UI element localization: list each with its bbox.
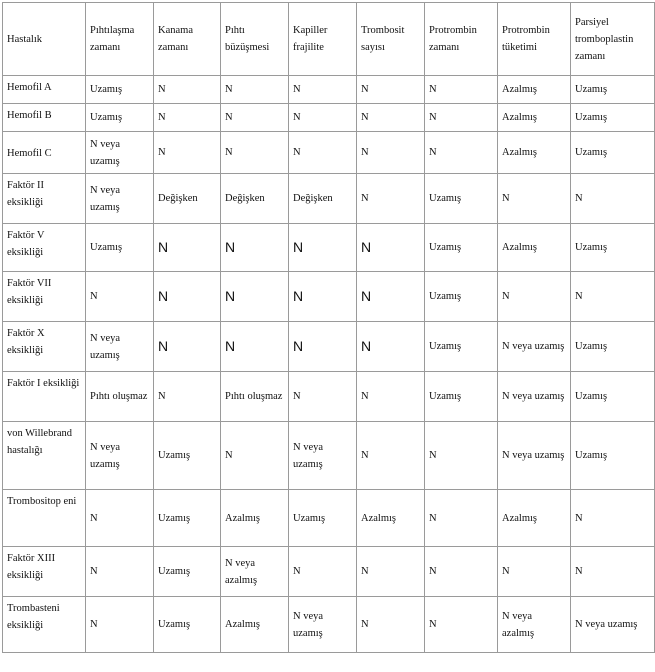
table-cell: N (221, 224, 289, 272)
table-cell: Azalmış (498, 76, 571, 104)
table-cell: Uzamış (86, 104, 154, 132)
table-cell: N (86, 490, 154, 547)
table-cell: N (86, 547, 154, 597)
table-cell: Azalmış (221, 597, 289, 653)
table-cell: N (357, 174, 425, 224)
table-row (3, 76, 655, 104)
table-cell: N veya uzamış (86, 422, 154, 490)
table-cell: N (221, 132, 289, 174)
table-cell: N (357, 132, 425, 174)
table-cell: N (571, 547, 655, 597)
row-label: Trombositop eni (3, 490, 86, 547)
table-cell: N (289, 322, 357, 372)
table-row (3, 372, 655, 422)
table-cell: N veya uzamış (498, 422, 571, 490)
table-cell: N (289, 104, 357, 132)
header-cell: Kanama zamanı (154, 3, 221, 76)
row-label: Faktör I eksikliği (3, 372, 86, 422)
table-cell: Değişken (289, 174, 357, 224)
table-cell: N (425, 490, 498, 547)
table-row (3, 132, 655, 174)
row-label: Faktör XIII eksikliği (3, 547, 86, 597)
table-cell: Uzamış (571, 224, 655, 272)
table-cell: Azalmış (498, 104, 571, 132)
row-label: Hemofil A (3, 76, 86, 104)
table-cell: N (154, 132, 221, 174)
table-cell: N (357, 422, 425, 490)
table-cell: N (289, 272, 357, 322)
row-label: Faktör VII eksikliği (3, 272, 86, 322)
table-cell: N (289, 76, 357, 104)
table-cell: Azalmış (498, 490, 571, 547)
table-cell: Uzamış (154, 490, 221, 547)
table-cell: N veya uzamış (498, 322, 571, 372)
table-cell: N (425, 422, 498, 490)
header-cell: Protrombin zamanı (425, 3, 498, 76)
table-cell: Uzamış (289, 490, 357, 547)
table-row (3, 104, 655, 132)
table-cell: N (357, 322, 425, 372)
table-cell: N (425, 132, 498, 174)
table-cell: Uzamış (154, 597, 221, 653)
table-cell: N (357, 224, 425, 272)
table-cell: N (221, 422, 289, 490)
table-cell: N (357, 597, 425, 653)
table-cell: N (289, 547, 357, 597)
table-cell: Uzamış (86, 76, 154, 104)
table-cell: Uzamış (425, 272, 498, 322)
table-cell: Uzamış (571, 372, 655, 422)
table-cell: N veya uzamış (289, 422, 357, 490)
header-cell: Pıhtı büzüşmesi (221, 3, 289, 76)
table-cell: N (289, 224, 357, 272)
table-cell: N veya uzamış (86, 174, 154, 224)
table-cell: Uzamış (571, 76, 655, 104)
header-cell: Parsiyel tromboplastin zamanı (571, 3, 655, 76)
coagulation-disorders-table (2, 2, 655, 653)
table-cell: N (221, 322, 289, 372)
table-cell: N (221, 104, 289, 132)
table-cell: Uzamış (425, 174, 498, 224)
table-cell: N (425, 547, 498, 597)
table-cell: Uzamış (571, 322, 655, 372)
table-cell: N (221, 272, 289, 322)
header-cell: Hastalık (3, 3, 86, 76)
table-row (3, 174, 655, 224)
table-row (3, 597, 655, 653)
row-label: von Willebrand hastalığı (3, 422, 86, 490)
table-cell: Azalmış (221, 490, 289, 547)
table-cell: Değişken (154, 174, 221, 224)
table-cell: N (425, 597, 498, 653)
table-cell: N (154, 372, 221, 422)
table-cell: N (289, 372, 357, 422)
table-cell: N (154, 224, 221, 272)
header-row (3, 3, 655, 76)
table-cell: N (498, 174, 571, 224)
table-row (3, 422, 655, 490)
table-cell: N (221, 76, 289, 104)
table-cell: N (498, 272, 571, 322)
table-cell: N (154, 322, 221, 372)
header-cell: Trombosit sayısı (357, 3, 425, 76)
table-cell: N (571, 490, 655, 547)
table-cell: N (154, 104, 221, 132)
table-cell: Azalmış (498, 224, 571, 272)
header-cell: Protrombin tüketimi (498, 3, 571, 76)
table-cell: N veya uzamış (571, 597, 655, 653)
table-cell: N (425, 104, 498, 132)
table-cell: Uzamış (571, 422, 655, 490)
table-cell: N (154, 76, 221, 104)
row-label: Faktör X eksikliği (3, 322, 86, 372)
table-cell: N veya azalmış (221, 547, 289, 597)
table-cell: N (498, 547, 571, 597)
table-row (3, 322, 655, 372)
table-cell: Uzamış (425, 322, 498, 372)
table-cell: N (357, 547, 425, 597)
table-cell: N (357, 76, 425, 104)
table-cell: Uzamış (154, 547, 221, 597)
table-cell: N (425, 76, 498, 104)
table-cell: Azalmış (357, 490, 425, 547)
table-cell: N (571, 174, 655, 224)
table-row (3, 272, 655, 322)
table-wrapper (2, 2, 655, 653)
row-label: Faktör II eksikliği (3, 174, 86, 224)
row-label: Faktör V eksikliği (3, 224, 86, 272)
table-cell: N (86, 597, 154, 653)
table-cell: N veya uzamış (86, 322, 154, 372)
table-cell: Pıhtı oluşmaz (221, 372, 289, 422)
row-label: Hemofil B (3, 104, 86, 132)
row-label: Hemofil C (3, 132, 86, 174)
table-cell: N (357, 104, 425, 132)
table-cell: Değişken (221, 174, 289, 224)
table-cell: Uzamış (425, 372, 498, 422)
table-cell: N veya uzamış (86, 132, 154, 174)
table-cell: N (289, 132, 357, 174)
table-cell: N veya azalmış (498, 597, 571, 653)
table-cell: N (86, 272, 154, 322)
table-cell: Uzamış (425, 224, 498, 272)
table-row (3, 224, 655, 272)
header-cell: Pıhtılaşma zamanı (86, 3, 154, 76)
table-row (3, 547, 655, 597)
table-cell: Uzamış (86, 224, 154, 272)
table-cell: N veya uzamış (498, 372, 571, 422)
table-cell: N veya uzamış (289, 597, 357, 653)
header-cell: Kapiller frajilite (289, 3, 357, 76)
table-cell: Uzamış (571, 132, 655, 174)
table-cell: Azalmış (498, 132, 571, 174)
table-cell: N (154, 272, 221, 322)
table-cell: N (357, 372, 425, 422)
table-cell: Pıhtı oluşmaz (86, 372, 154, 422)
table-row (3, 490, 655, 547)
table-cell: N (357, 272, 425, 322)
table-cell: Uzamış (571, 104, 655, 132)
row-label: Trombasteni eksikliği (3, 597, 86, 653)
table-cell: Uzamış (154, 422, 221, 490)
table-cell: N (571, 272, 655, 322)
